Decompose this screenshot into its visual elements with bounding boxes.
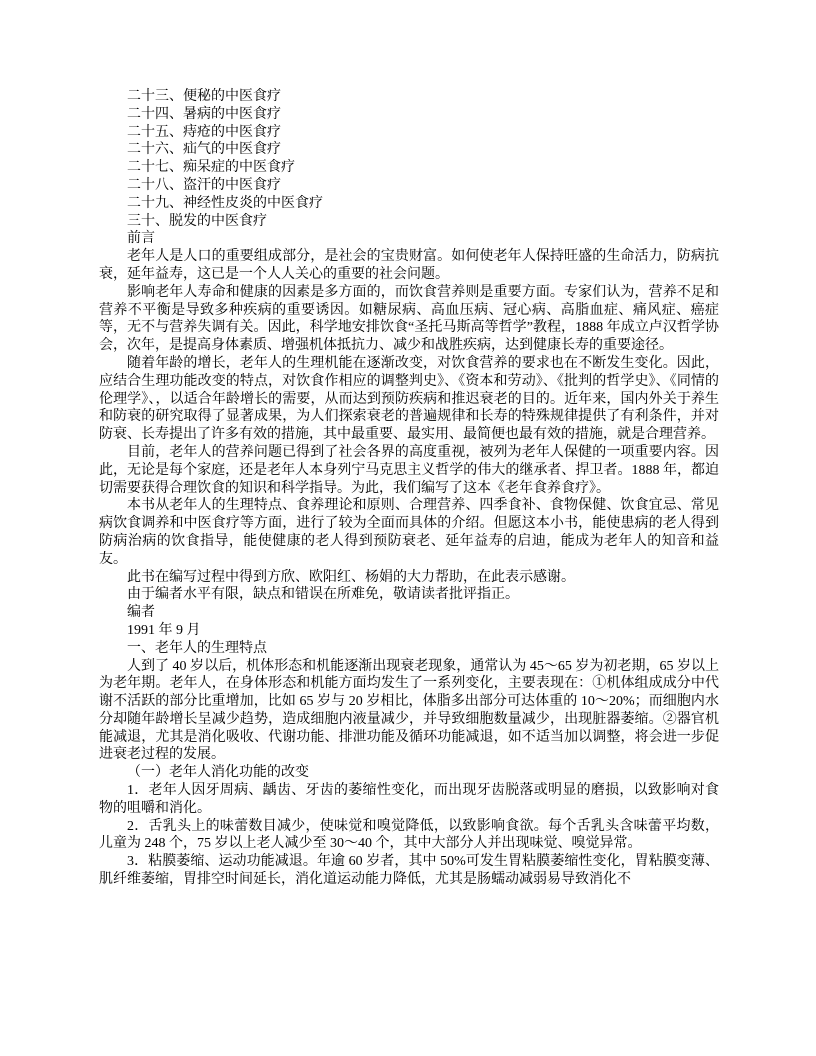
numbered-item: 2．舌乳头上的味蕾数目减少，使味觉和嗅觉降低，以致影响食欲。每个舌乳头含味蕾平均数，儿童为 248 个，75 岁以上老人减少至 30～40 个，其中大部分人并出现味觉、嗅觉异常。 [99,818,719,852]
toc-item: 二十六、疝气的中医食疗 [127,142,281,158]
section-heading: （一）老年人消化功能的改变 [127,765,309,781]
chapter-paragraph: 人到了 40 岁以后，机体形态和机能逐渐出现衰老现象，通常认为 45～65 岁为初老期，65 岁以上为老年期。老年人，在身体形态和机能方面均发生了一系列变化，主要表现在：①机体组成成分中代谢不活跃的部分比重增加，比如 65 岁与 20 岁相比，体脂多出部分可达体重的 10～20%；而细胞内水分却随年龄增长呈减少趋势，造成细胞内液量减少，并导致细胞数量减少，出现脏器萎缩。②器官机能减退，尤其是消化吸收、代谢功能、排泄功能及循环功能减退，如不适当加以调整，将会进一步促进衰老过程的发展。 [99,658,719,763]
preface-paragraph: 此书在编写过程中得到方欣、欧阳红、杨娟的大力帮助，在此表示感谢。 [127,569,575,585]
numbered-item: 1．老年人因牙周病、龋齿、牙齿的萎缩性变化，而出现牙齿脱落或明显的磨损，以致影响对食物的咀嚼和消化。 [99,783,719,816]
toc-item: 二十八、盗汗的中医食疗 [127,177,281,193]
preface-paragraph: 本书从老年人的生理特点、食养理论和原则、合理营养、四季食补、食物保健、饮食宜忌、常见病饮食调养和中医食疗等方面，进行了较为全面而具体的介绍。但愿这本小书，能使患病的老人得到防病治病的饮食指导，能使健康的老人得到预防衰老、延年益寿的启迪，能成为老年人的知音和益友。 [99,498,719,567]
preface-paragraph: 老年人是人口的重要组成部分，是社会的宝贵财富。如何使老年人保持旺盛的生命活力，防病抗衰，延年益寿，这已是一个人人关心的重要的社会问题。 [99,249,719,282]
toc-item: 二十五、痔疮的中医食疗 [127,124,281,140]
toc-item: 二十七、痴呆症的中医食疗 [127,160,295,176]
preface-heading: 前言 [127,231,155,247]
preface-paragraph: 目前，老年人的营养问题已得到了社会各界的高度重视，被列为老年人保健的一项重要内容。因此，无论是每个家庭，还是老年人本身列宁马克思主义哲学的伟大的继承者、捍卫者。1888 年，都迫切需要获得合理饮食的知识和科学指导。为此，我们编写了这本《老年食养食疗》。 [99,444,719,496]
publication-date: 1991 年 9 月 [127,622,201,638]
author-signature: 编者 [127,605,155,621]
toc-item: 二十四、暑病的中医食疗 [127,106,281,122]
toc-item: 三十、脱发的中医食疗 [127,213,267,229]
preface-paragraph: 随着年龄的增长，老年人的生理机能在逐渐改变，对饮食营养的要求也在不断发生变化。因此，应结合生理功能改变的特点，对饮食作相应的调整判史》、《资本和劳动》、《批判的哲学史》、《同情的伦理学》、，以适合年龄增长的需要，从而达到预防疾病和推迟衰老的目的。近年来，国内外关于养生和防衰的研究取得了显著成果，为人们探索衰老的普遍规律和长寿的特殊规律提供了有利条件，并对防衰、长寿提出了许多有效的措施，其中最重要、最实用、最简便也最有效的措施，就是合理营养。 [99,355,719,443]
chapter-heading: 一、老年人的生理特点 [127,640,267,656]
toc-item: 二十九、神经性皮炎的中医食疗 [127,195,323,211]
preface-paragraph: 由于编者水平有限，缺点和错误在所难免，敬请读者批评指正。 [127,587,519,603]
toc-item: 二十三、便秘的中医食疗 [127,89,281,104]
preface-paragraph: 影响老年人寿命和健康的因素是多方面的，而饮食营养则是重要方面。专家们认为，营养不足和营养不平衡是导致多种疾病的重要诱因。如糖尿病、高血压病、冠心病、高脂血症、痛风症、癌症等，无不与营养失调有关。因此，科学地安排饮食“圣托马斯高等哲学”教程，1888 年成立卢汉哲学协会，次年，是提高身体素质、增强机体抵抗力、减少和战胜疾病，达到健康长寿的重要途径。 [99,284,719,354]
numbered-item: 3．粘膜萎缩、运动功能减退。年逾 60 岁者，其中 50%可发生胃粘膜萎缩性变化，胃粘膜变薄、肌纤维萎缩，胃排空时间延长，消化道运动能力降低，尤其是肠蠕动减弱易导致消化不 [99,854,719,888]
